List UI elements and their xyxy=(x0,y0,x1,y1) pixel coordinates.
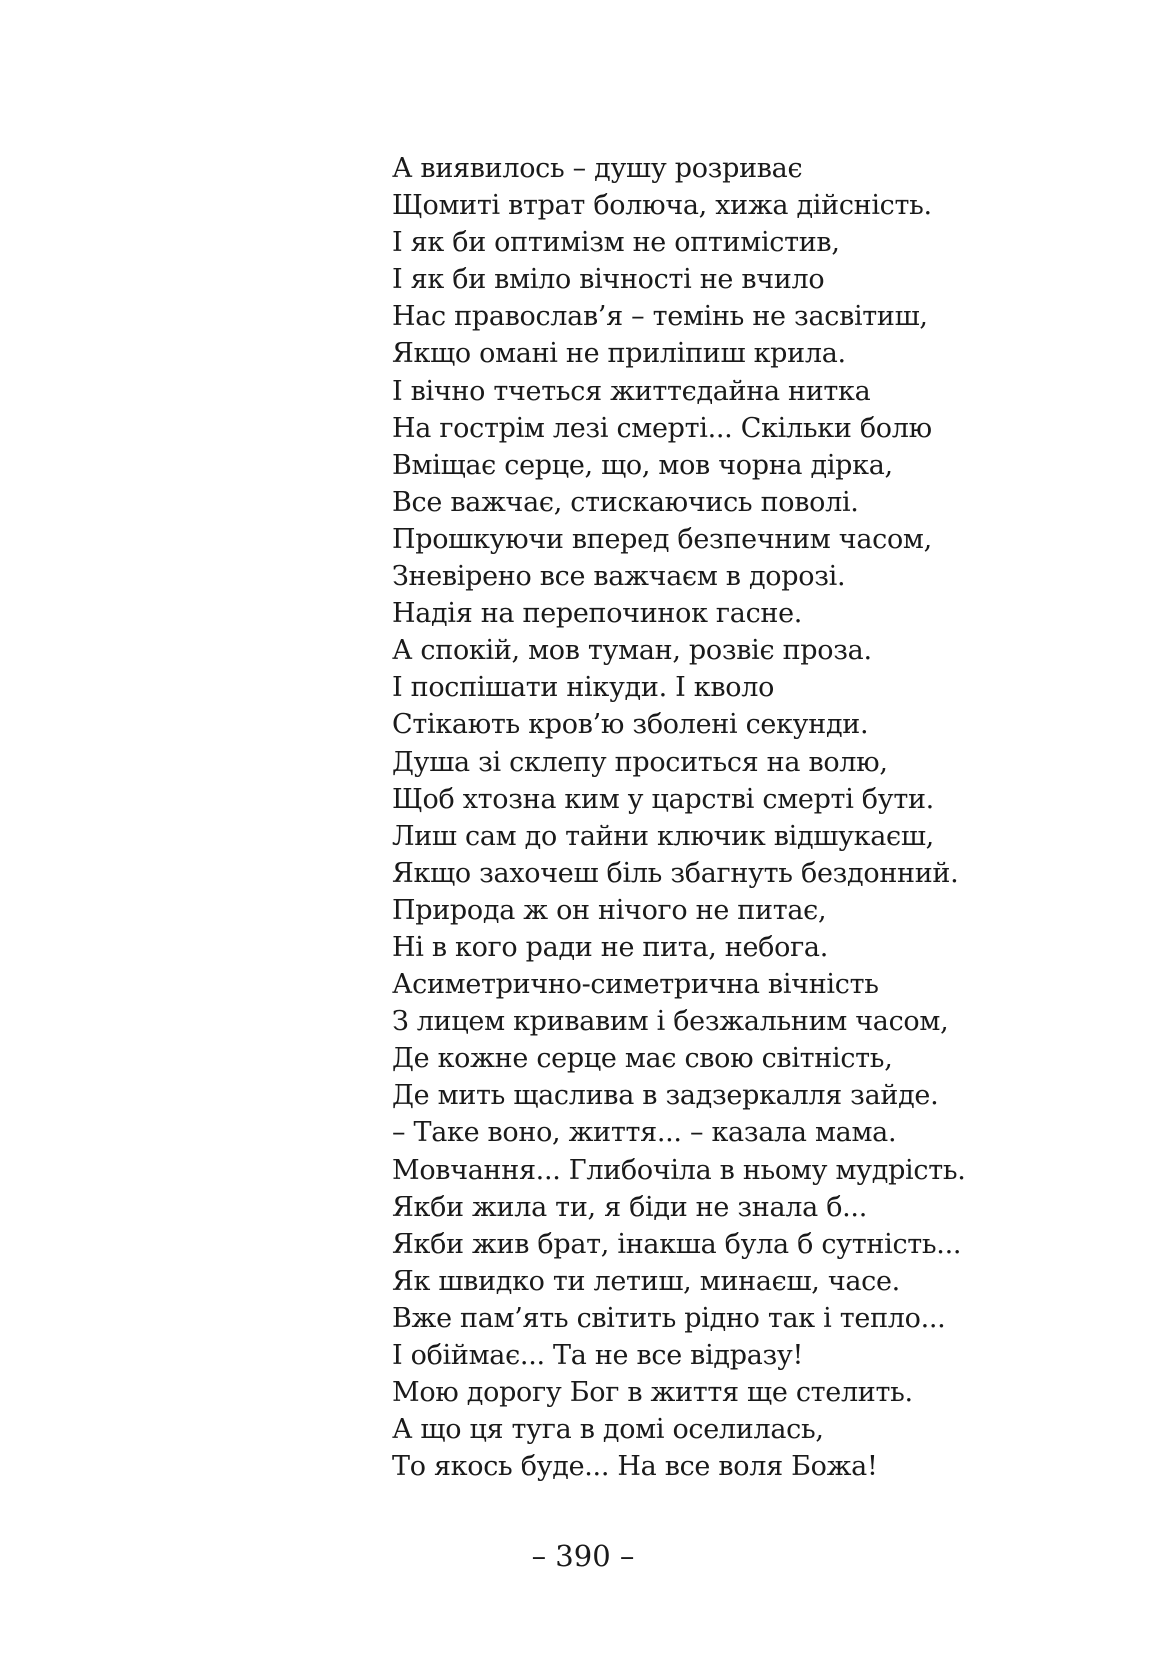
poem-line: Якби жила ти, я біди не знала б... xyxy=(392,1191,867,1223)
poem-line: Вже пам’ять світить рідно так і тепло... xyxy=(392,1302,946,1334)
poem-line: І вічно тчеться життєдайна нитка xyxy=(392,375,871,407)
poem-line: На гострім лезі смерті... Скільки болю xyxy=(392,412,932,444)
poem-line: А що ця туга в домі оселилась, xyxy=(392,1414,824,1446)
poem-line: Де мить щаслива в задзеркалля зайде. xyxy=(392,1080,939,1112)
poem-line: Щомиті втрат болюча, хижа дійсність. xyxy=(392,190,932,222)
poem-line: І як би вміло вічності не вчило xyxy=(392,264,825,296)
poem-line: Прошкуючи вперед безпечним часом, xyxy=(392,523,932,555)
poem-line: – Таке воно, життя... – казала мама. xyxy=(392,1117,897,1149)
poem-line: То якось буде... На все воля Божа! xyxy=(392,1451,878,1483)
poem-line: Мовчання... Глибочіла в ньому мудрість. xyxy=(392,1154,966,1186)
page-number: – 390 – xyxy=(531,1539,635,1573)
poem-line: Все важчає, стискаючись поволі. xyxy=(392,486,859,518)
poem-line: Мою дорогу Бог в життя ще стелить. xyxy=(392,1377,913,1409)
poem-line: Якби жив брат, інакша була б сутність... xyxy=(392,1228,962,1260)
poem-line: Стікають кров’ю зболені секунди. xyxy=(392,709,869,741)
poem-line: І як би оптимізм не оптимістив, xyxy=(392,227,840,259)
poem-line: Природа ж он нічого не питає, xyxy=(392,894,827,926)
poem-line: Ні в кого ради не пита, небога. xyxy=(392,931,829,963)
poem-line: Щоб хтозна ким у царстві смерті бути. xyxy=(392,783,934,815)
poem-line: А спокій, мов туман, розвіє проза. xyxy=(392,635,872,667)
poem-line: Якщо захочеш біль збагнуть бездонний. xyxy=(392,857,959,889)
poem-line: Душа зі склепу проситься на волю, xyxy=(392,746,888,778)
poem-line: Де кожне серце має свою світність, xyxy=(392,1043,893,1075)
poem-line: А виявилось – душу розриває xyxy=(392,153,803,184)
poem-line: Якщо омані не приліпиш крила. xyxy=(392,338,846,370)
poem-line: Лиш сам до тайни ключик відшукаєш, xyxy=(392,820,934,852)
poem-line: І обіймає... Та не все відразу! xyxy=(392,1340,804,1371)
poem-line: Як швидко ти летиш, минаєш, часе. xyxy=(392,1265,900,1297)
poem-line: Зневірено все важчаєм в дорозі. xyxy=(392,561,846,593)
poem-text xyxy=(392,150,966,1485)
poem-line: Вміщає серце, що, мов чорна дірка, xyxy=(392,449,893,481)
poem-line: З лицем кривавим і безжальним часом, xyxy=(392,1006,949,1038)
poem-line: Нас православ’я – темінь не засвітиш, xyxy=(392,301,928,333)
poem-line: Асиметрично-симетрична вічність xyxy=(392,969,879,1001)
poem-line: І поспішати нікуди. І кволо xyxy=(392,672,775,704)
poem-line: Надія на перепочинок гасне. xyxy=(392,598,803,630)
